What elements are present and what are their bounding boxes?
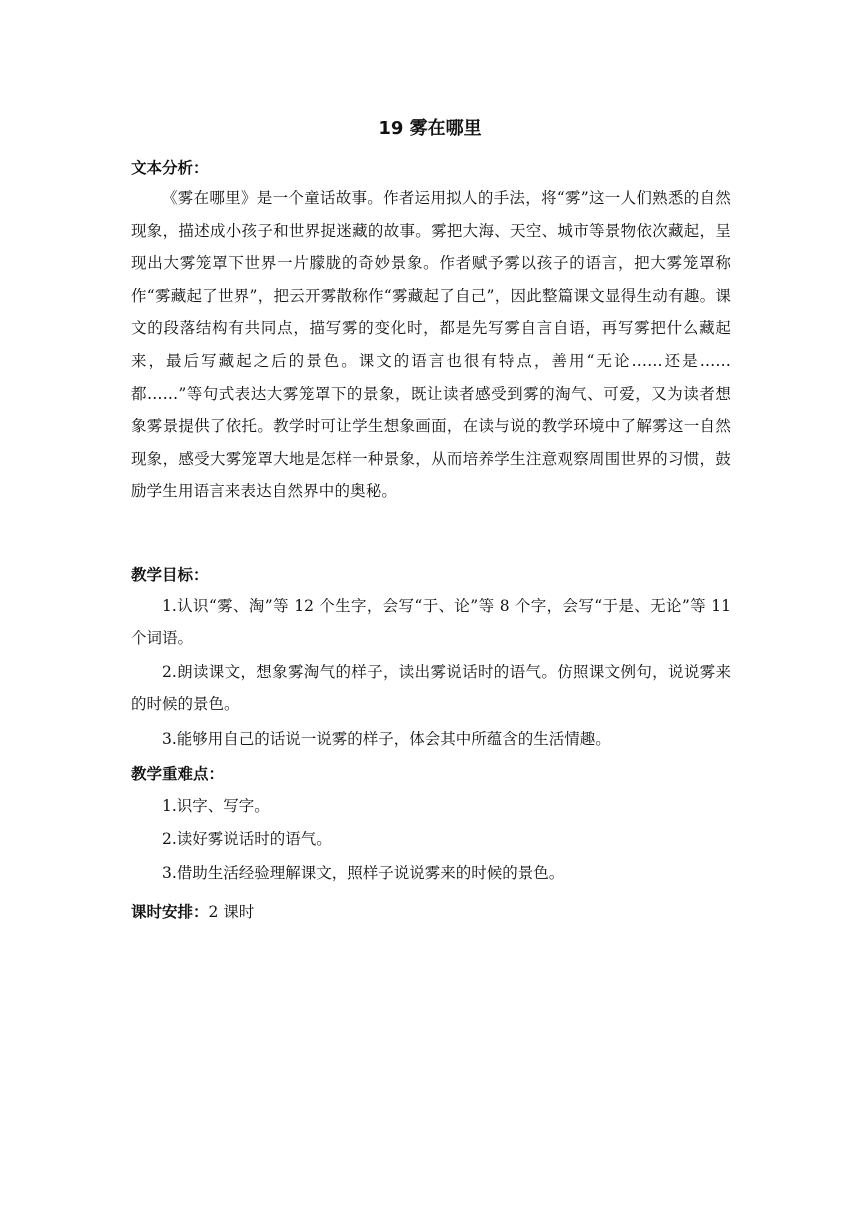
goal-item-1: 1.认识“雾、淘”等 12 个生字，会写“于、论”等 8 个字，会写“于是、无论”等 11 个词语。 [131, 597, 731, 647]
page-title: 19 雾在哪里 [378, 118, 482, 139]
schedule-line [131, 901, 254, 923]
difficulty-item-3: 3.借助生活经验理解课文，照样子说说雾来的时候的景色。 [162, 864, 565, 882]
difficulties-heading: 教学重难点： [131, 765, 225, 783]
schedule-value: 2 课时 [208, 903, 255, 921]
goal-item-2: 2.朗读课文，想象雾淘气的样子，读出雾说话时的语气。仿照课文例句，说说雾来的时候的景色。 [131, 663, 731, 713]
difficulty-item-2: 2.读好雾说话时的语气。 [162, 830, 332, 848]
difficulty-item-1: 1.识字、写字。 [162, 797, 270, 815]
goal-item-3: 3.能够用自己的话说一说雾的样子，体会其中所蕴含的生活情趣。 [162, 730, 611, 748]
analysis-heading: 文本分析： [131, 159, 209, 177]
goals-heading: 教学目标： [131, 566, 209, 584]
schedule-label: 课时安排： [131, 903, 209, 921]
analysis-paragraph: 《雾在哪里》是一个童话故事。作者运用拟人的手法，将“雾”这一人们熟悉的自然现象，描述成小孩子和世界捉迷藏的故事。雾把大海、天空、城市等景物依次藏起，呈现出大雾笼罩下世界一片朦胧的奇妙景象。作者赋予雾以孩子的语言，把大雾笼罩称作“雾藏起了世界”，把云开雾散称作“雾藏起了自己”，因此整篇课文显得生动有趣。课文的段落结构有共同点，描写雾的变化时，都是先写雾自言自语，再写雾把什么藏起来，最后写藏起之后的景色。课文的语言也很有特点，善用“无论……还是……都……”等句式表达大雾笼罩下的景象，既让读者感受到雾的淘气、可爱，又为读者想象雾景提供了依托。教学时可让学生想象画面，在读与说的教学环境中了解雾这一自然现象，感受大雾笼罩大地是怎样一种景象，从而培养学生注意观察周围世界的习惯，鼓励学生用语言来表达自然界中的奥秘。 [131, 189, 731, 501]
